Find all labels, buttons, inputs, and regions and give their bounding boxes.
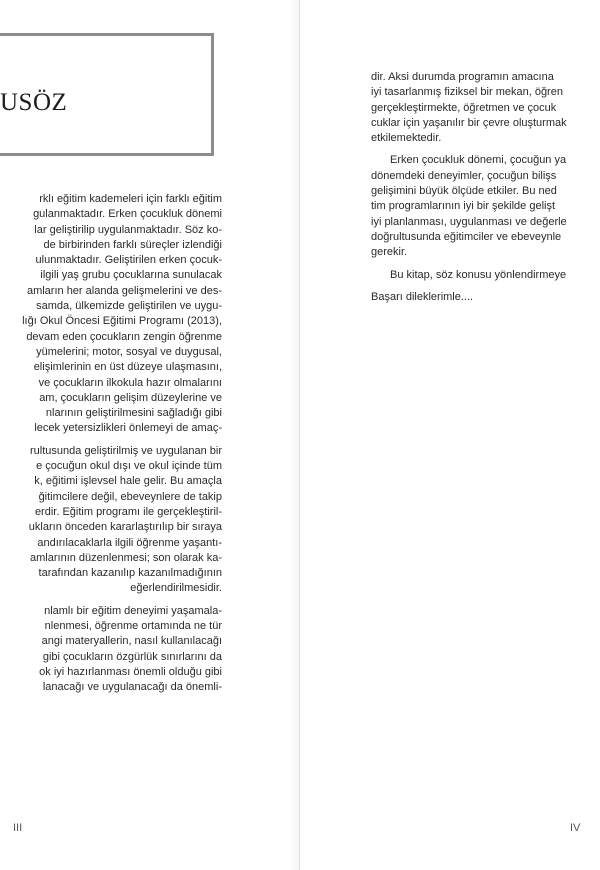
text-line: andırılacaklarla ilgili öğrenme yaşantı- bbox=[37, 536, 222, 549]
text-line: ukların önceden kararlaştırılıp bir sıraya bbox=[28, 521, 222, 534]
text-line: angi materyallerin, nasıl kullanılacağı bbox=[41, 635, 222, 648]
text-line: iyi planlanması, uygulanması ve değerle bbox=[371, 215, 567, 228]
paragraph-gap bbox=[371, 261, 600, 268]
page-title: USÖZ bbox=[0, 89, 68, 116]
paragraph-gap bbox=[371, 283, 600, 290]
text-line: eğerlendirilmesidir. bbox=[130, 582, 222, 595]
text-line: gibi çocukların özgürlük sınırlarını da bbox=[42, 650, 222, 663]
text-line: tarafından kazanılıp kazanılmadığının bbox=[38, 567, 222, 580]
text-line: tim programlarının iyi bir şekilde gelişt bbox=[371, 200, 556, 213]
text-line: ilgili yaş grubu çocuklarına sunulacak bbox=[40, 269, 222, 282]
text-line: gulanmaktadır. Erken çocukluk dönemi bbox=[33, 208, 222, 221]
text-line: lecek yetersizlikleri önlemeyi de amaç- bbox=[34, 422, 222, 435]
paragraph bbox=[371, 268, 600, 283]
text-line: Başarı dileklerimle.... bbox=[371, 290, 474, 303]
text-line: e çocuğun okul dışı ve okul içinde tüm bbox=[36, 460, 222, 473]
text-line: elişimlerinin en üst düzeye ulaşmasını, bbox=[33, 361, 222, 374]
text-line: doğrultusunda eğitimciler ve ebeveynle bbox=[371, 230, 562, 243]
text-line: lığı Okul Öncesi Eğitimi Programı (2013), bbox=[22, 315, 222, 328]
text-line: k, eğitimi işlevsel hale gelir. Bu amaçla bbox=[34, 475, 222, 488]
paragraph-gap bbox=[0, 597, 300, 604]
text-line: nlenmesi, öğrenme ortamında ne tür bbox=[44, 620, 222, 633]
text-line: dir. Aksi durumda programın amacına bbox=[371, 71, 554, 83]
paragraph bbox=[371, 290, 600, 305]
text-line: lar geliştirilip uygulanmaktadır. Söz ko- bbox=[34, 223, 222, 236]
paragraph bbox=[371, 70, 600, 146]
right-page bbox=[301, 0, 600, 870]
text-line: dönemdeki deneyimler, çocuğun bilişs bbox=[371, 169, 557, 182]
text-line: gerçekleştirmekte, öğretmen ve çocuk bbox=[371, 101, 557, 114]
text-line: etkilemektedir. bbox=[371, 132, 442, 145]
text-line: ğitimcilere değil, ebeveynlere de takip bbox=[38, 490, 222, 503]
text-line: am, çocukların gelişim düzeylerine ve bbox=[39, 391, 222, 404]
right-body-text bbox=[371, 70, 600, 305]
text-line: lanacağı ve uygulanacağı da önemli- bbox=[42, 681, 222, 694]
text-line: ve çocukların ilkokula hazır olmalarını bbox=[38, 376, 222, 389]
text-line: ok iyi hazırlanması önemli olduğu gibi bbox=[39, 665, 222, 678]
text-line: iyi tasarlanmış fiziksel bir mekan, öğren bbox=[371, 86, 563, 99]
page-number-left: III bbox=[13, 822, 23, 834]
paragraph-gap bbox=[0, 437, 300, 444]
text-line: Erken çocukluk dönemi, çocuğun ya bbox=[390, 154, 567, 167]
text-line: ulunmaktadır. Geliştirilen erken çocuk- bbox=[35, 254, 222, 267]
text-line: nlamlı bir eğitim deneyimi yaşamala- bbox=[44, 604, 222, 617]
text-line: cuklar için yaşanılır bir çevre oluşturmak bbox=[371, 116, 567, 129]
paragraph-gap bbox=[371, 146, 600, 153]
paragraph bbox=[0, 192, 300, 437]
paragraph bbox=[371, 153, 600, 260]
text-line: nlarının geliştirilmesini sağladığı gibi bbox=[45, 407, 222, 420]
left-body-text bbox=[0, 192, 300, 696]
text-line: yümelerini; motor, sosyal ve duygusal, bbox=[36, 345, 222, 358]
paragraph bbox=[0, 604, 300, 696]
spine-shadow bbox=[288, 0, 299, 870]
book-spine-divider bbox=[299, 0, 300, 870]
text-line: devam eden çocukların zengin öğrenme bbox=[26, 330, 222, 343]
paragraph bbox=[0, 444, 300, 597]
text-line: gelişimini büyük ölçüde etkiler. Bu ned bbox=[371, 185, 557, 198]
text-line: amların her alanda gelişmelerini ve des- bbox=[26, 284, 222, 297]
text-line: gerekir. bbox=[371, 246, 408, 259]
text-line: Bu kitap, söz konusu yönlendirmeye bbox=[390, 268, 567, 281]
text-line: de birbirinden farklı süreçler izlendiği bbox=[43, 238, 222, 251]
text-line: amlarının düzenlenmesi; son olarak ka- bbox=[30, 551, 222, 564]
text-line: rklı eğitim kademeleri için farklı eğitim bbox=[39, 193, 222, 205]
page-number-right: IV bbox=[570, 822, 581, 834]
text-line: samda, ülkemizde geliştirilen ve uygu- bbox=[36, 300, 222, 313]
text-line: erdir. Eğitim programı ile gerçekleştiril- bbox=[34, 505, 222, 518]
text-line: rultusunda geliştirilmiş ve uygulanan bir bbox=[30, 444, 222, 457]
